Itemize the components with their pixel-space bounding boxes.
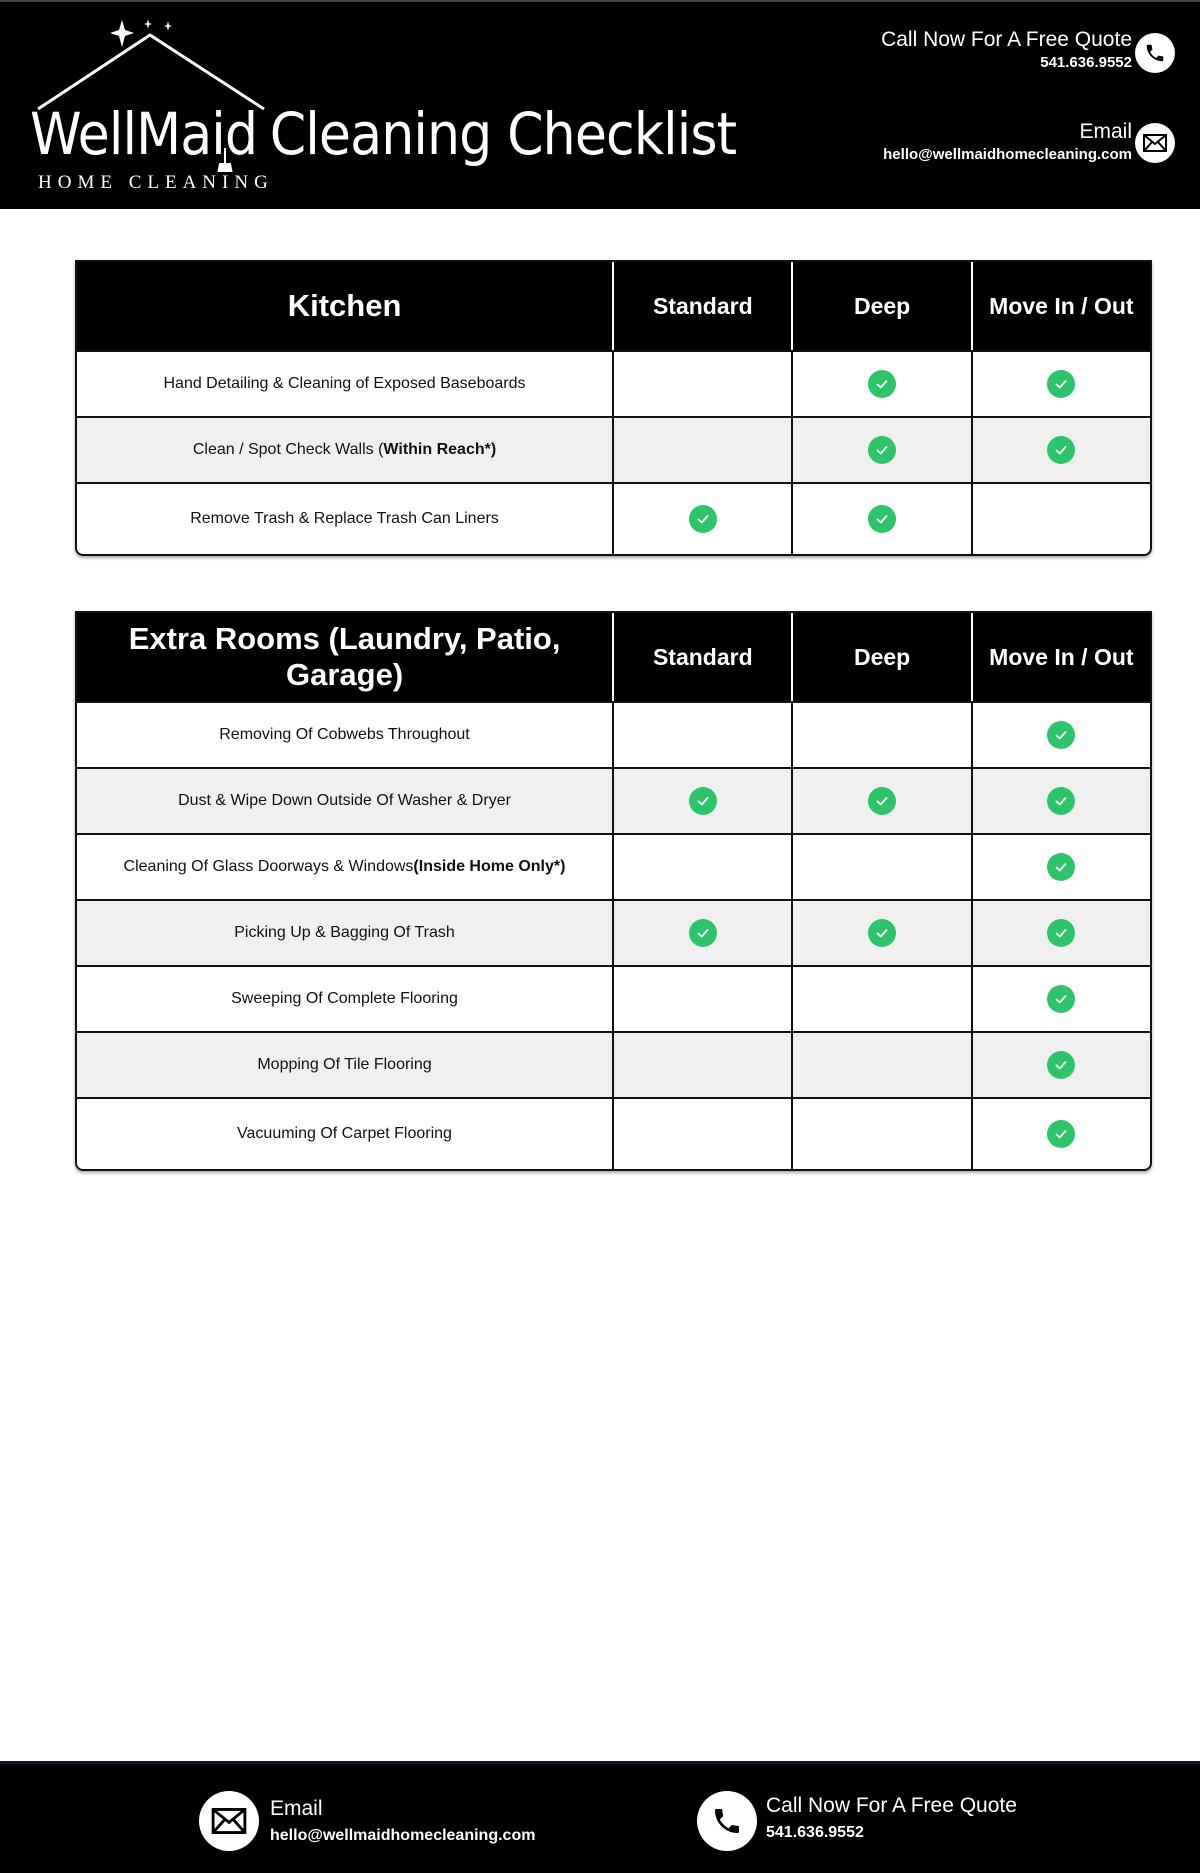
- task-text: Clean / Spot Check Walls (: [192, 441, 384, 458]
- check-icon: [689, 505, 717, 533]
- check-cell: [791, 703, 970, 767]
- table-row: [77, 416, 1150, 482]
- task-label: [77, 901, 612, 965]
- envelope-icon: [1135, 123, 1175, 163]
- phone-icon: [697, 1791, 757, 1851]
- column-header: Move In / Out: [971, 262, 1150, 350]
- task-text: Remove Trash & Replace Trash Can Liners: [190, 510, 499, 527]
- table-row: [77, 350, 1150, 416]
- check-cell: [971, 967, 1150, 1031]
- check-cell: [612, 484, 791, 554]
- check-cell: [612, 352, 791, 416]
- check-cell: [971, 769, 1150, 833]
- task-text: Hand Detailing & Cleaning of Exposed Baseboards: [163, 375, 526, 392]
- check-cell: [612, 703, 791, 767]
- table-header-row: [77, 613, 1150, 701]
- phone-icon: [1135, 33, 1175, 73]
- check-icon: [868, 919, 896, 947]
- task-label: [77, 484, 612, 554]
- check-icon: [868, 505, 896, 533]
- phone-label: Call Now For A Free Quote: [881, 28, 1132, 51]
- table-header-row: [77, 262, 1150, 350]
- email-address[interactable]: hello@wellmaidhomecleaning.com: [270, 1827, 536, 1844]
- check-cell: [971, 835, 1150, 899]
- check-cell: [971, 1033, 1150, 1097]
- check-cell: [612, 967, 791, 1031]
- check-icon: [1047, 1120, 1075, 1148]
- table-row: [77, 1097, 1150, 1169]
- section-title: Extra Rooms (Laundry, Patio, Garage): [128, 621, 561, 692]
- check-icon: [1047, 985, 1075, 1013]
- kitchen-checklist-table: [75, 260, 1152, 556]
- task-text: Sweeping Of Complete Flooring: [231, 990, 458, 1007]
- check-cell: [612, 901, 791, 965]
- email-address[interactable]: hello@wellmaidhomecleaning.com: [883, 146, 1132, 163]
- check-icon: [1047, 370, 1075, 398]
- footer-phone: [766, 1794, 1017, 1842]
- column-header: Move In / Out: [971, 613, 1150, 701]
- check-cell: [791, 1099, 970, 1169]
- check-cell: [791, 352, 970, 416]
- task-text: Mopping Of Tile Flooring: [257, 1056, 432, 1073]
- task-note: (Inside Home Only*): [413, 858, 566, 875]
- column-header: Standard: [612, 613, 791, 701]
- task-text: Picking Up & Bagging Of Trash: [234, 924, 455, 941]
- task-label: [77, 1099, 612, 1169]
- check-cell: [971, 418, 1150, 482]
- check-icon: [1047, 787, 1075, 815]
- check-icon: [868, 370, 896, 398]
- task-label: [77, 769, 612, 833]
- column-header: Standard: [612, 262, 791, 350]
- task-text: Cleaning Of Glass Doorways & Windows: [123, 858, 414, 875]
- check-cell: [612, 769, 791, 833]
- task-text: Removing Of Cobwebs Throughout: [219, 726, 470, 743]
- table-row: [77, 701, 1150, 767]
- table-row: [77, 482, 1150, 554]
- page-title: [30, 100, 736, 168]
- task-label: [77, 1033, 612, 1097]
- check-cell: [791, 901, 970, 965]
- table-row: [77, 965, 1150, 1031]
- envelope-icon: [199, 1791, 259, 1851]
- check-cell: [612, 1099, 791, 1169]
- tagline: HOME CLEANING: [38, 172, 274, 193]
- table-row: [77, 767, 1150, 833]
- table-row: [77, 1031, 1150, 1097]
- check-cell: [791, 1033, 970, 1097]
- email-label: Email: [1079, 120, 1132, 143]
- check-cell: [612, 835, 791, 899]
- email-label: Email: [270, 1797, 323, 1820]
- task-note: Within Reach*): [383, 441, 497, 458]
- task-label: [77, 352, 612, 416]
- check-icon: [1047, 919, 1075, 947]
- check-icon: [689, 787, 717, 815]
- page-footer: [0, 1761, 1200, 1873]
- section-title: Kitchen: [287, 288, 402, 323]
- phone-label: Call Now For A Free Quote: [766, 1794, 1017, 1817]
- check-cell: [971, 703, 1150, 767]
- check-cell: [791, 418, 970, 482]
- task-text: Vacuuming Of Carpet Flooring: [237, 1125, 452, 1142]
- task-label: [77, 703, 612, 767]
- task-label: [77, 967, 612, 1031]
- check-icon: [868, 787, 896, 815]
- check-cell: [971, 484, 1150, 554]
- check-cell: [791, 769, 970, 833]
- check-icon: [1047, 853, 1075, 881]
- table-row: [77, 833, 1150, 899]
- check-icon: [689, 919, 717, 947]
- check-icon: [1047, 1051, 1075, 1079]
- check-cell: [971, 1099, 1150, 1169]
- check-cell: [612, 1033, 791, 1097]
- check-icon: [1047, 436, 1075, 464]
- header-phone: [881, 28, 1132, 71]
- header-email: [883, 120, 1132, 163]
- check-cell: [791, 967, 970, 1031]
- brand-name: WellMaid: [30, 100, 258, 168]
- phone-number[interactable]: 541.636.9552: [1040, 54, 1132, 71]
- extra-rooms-checklist-table: [75, 611, 1152, 1171]
- check-cell: [791, 835, 970, 899]
- phone-number[interactable]: 541.636.9552: [766, 1824, 864, 1841]
- column-header: Deep: [791, 262, 970, 350]
- task-text: Dust & Wipe Down Outside Of Washer & Dryer: [178, 792, 511, 809]
- table-row: [77, 899, 1150, 965]
- check-cell: [791, 484, 970, 554]
- check-cell: [971, 352, 1150, 416]
- task-label: [77, 418, 612, 482]
- check-cell: [971, 901, 1150, 965]
- check-icon: [1047, 721, 1075, 749]
- task-label: [77, 835, 612, 899]
- title-text: Cleaning Checklist: [269, 100, 737, 168]
- check-icon: [868, 436, 896, 464]
- page-header: [0, 0, 1200, 209]
- footer-email: [270, 1797, 535, 1845]
- check-cell: [612, 418, 791, 482]
- column-header: Deep: [791, 613, 970, 701]
